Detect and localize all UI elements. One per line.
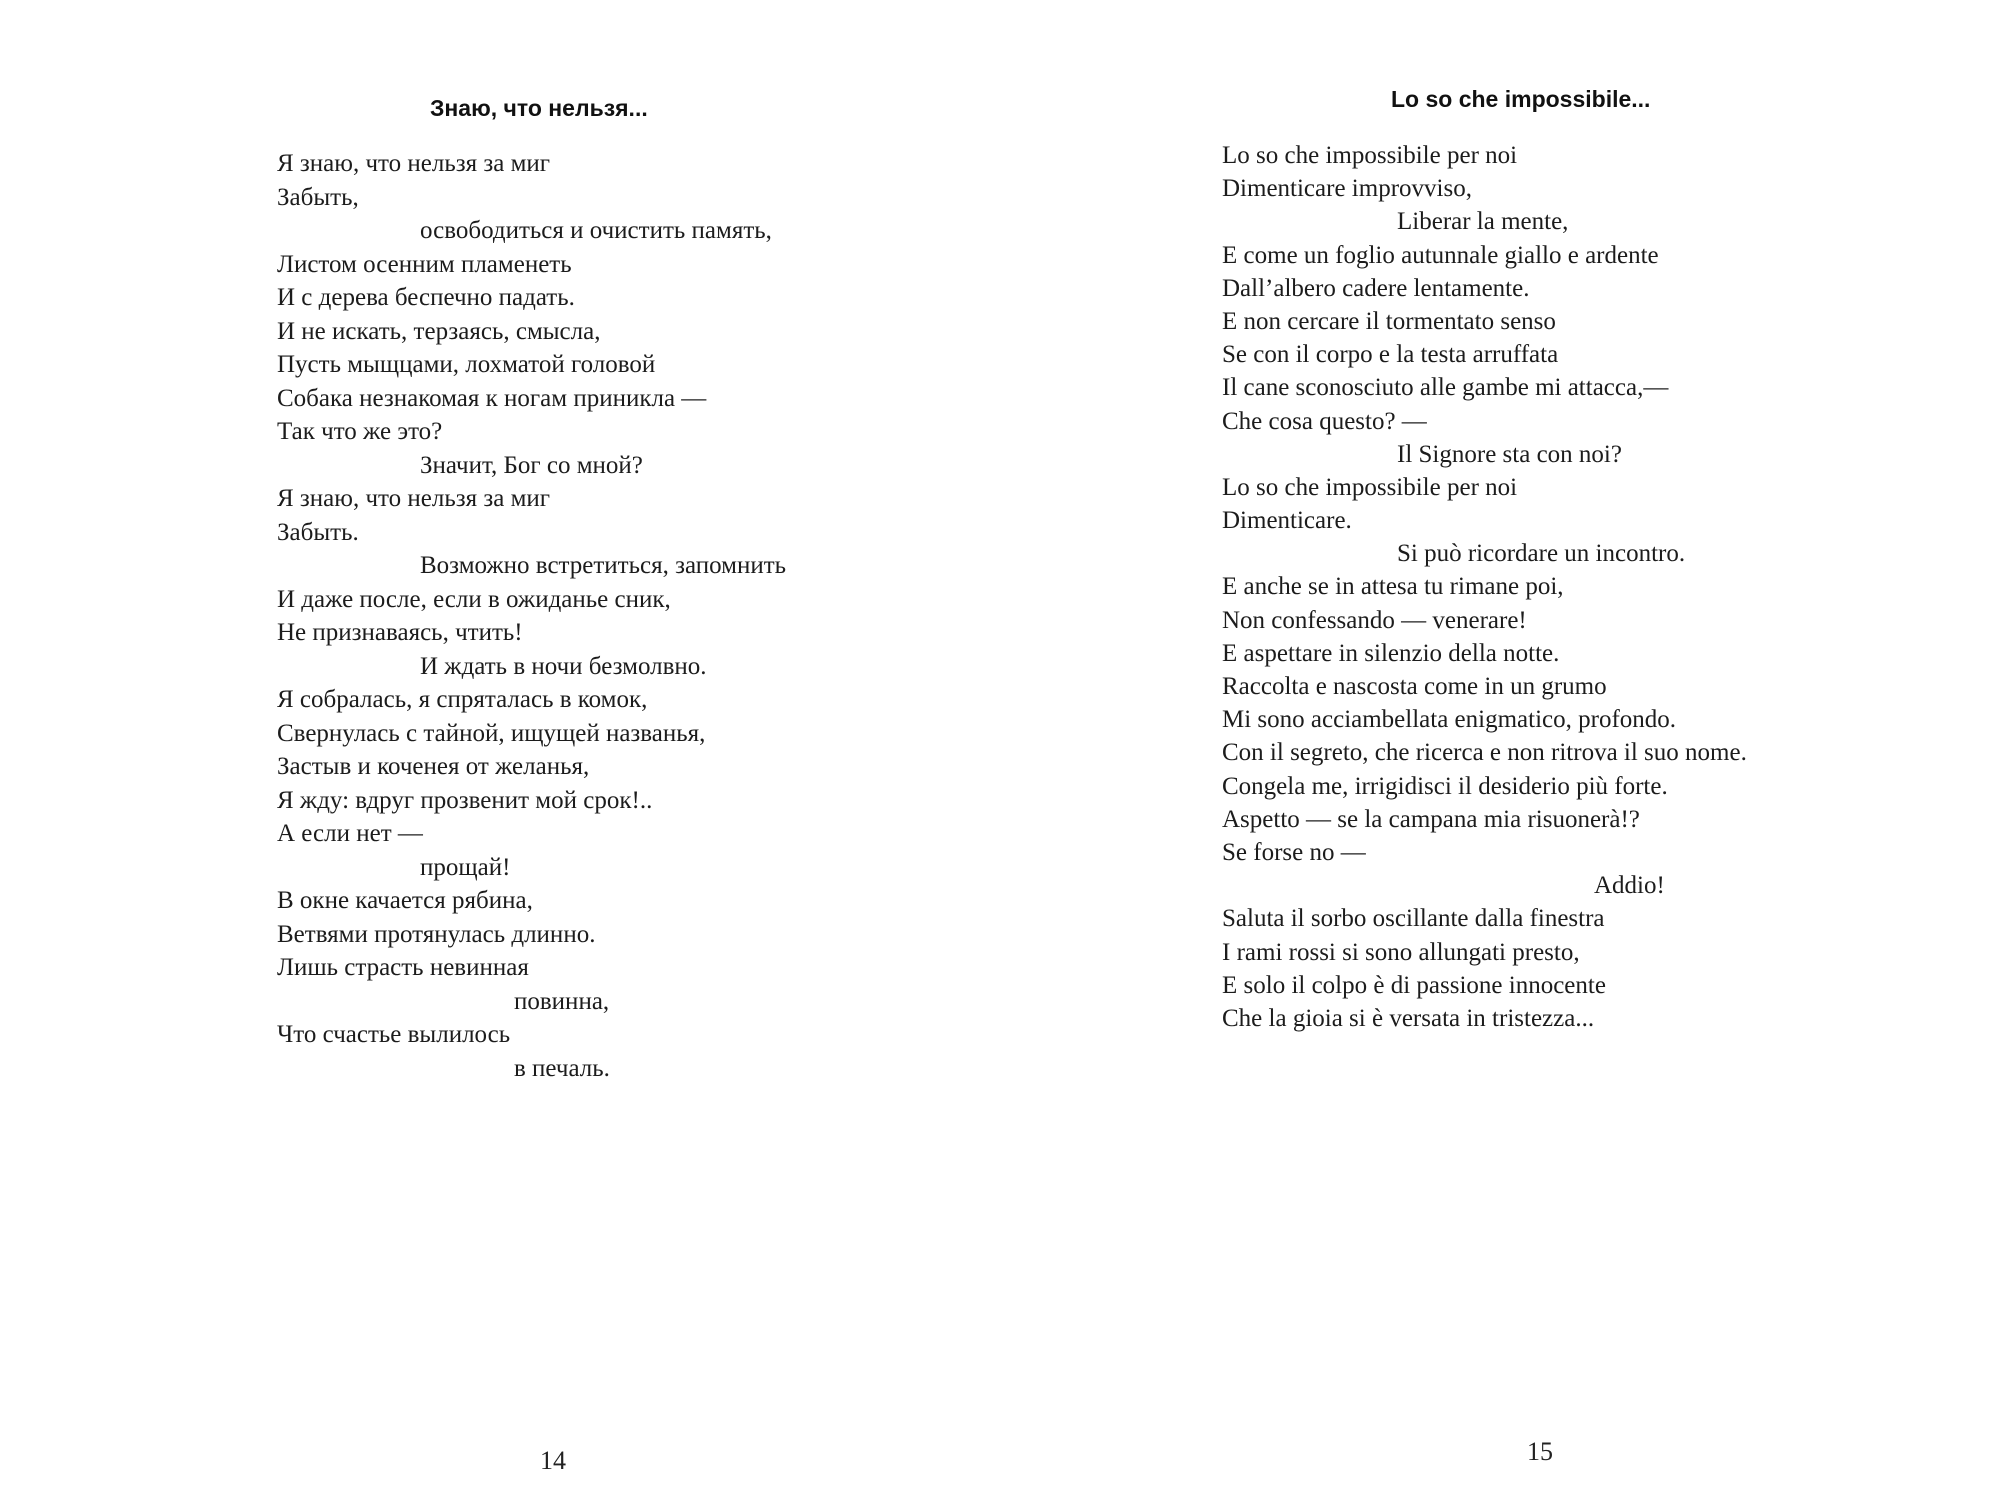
poem-line: Я знаю, что нельзя за миг bbox=[277, 485, 551, 512]
poem-line: Che la gioia si è versata in tristezza... bbox=[1222, 1004, 1595, 1032]
poem-line: Что счастье вылилось bbox=[277, 1021, 511, 1048]
poem-line: В окне качается рябина, bbox=[277, 887, 533, 914]
poem-line: И даже после, если в ожиданье сник, bbox=[277, 585, 671, 613]
poem-line: E non cercare il tormentato senso bbox=[1222, 307, 1556, 335]
poem-line: И с дерева беспечно падать. bbox=[277, 284, 575, 311]
poem-line: Liberar la mente, bbox=[1397, 208, 1569, 236]
poem-line: E anche se in attesa tu rimane poi, bbox=[1222, 573, 1564, 601]
poem-line: Dall’albero cadere lentamente. bbox=[1222, 274, 1530, 302]
poem-line: E aspettare in silenzio della notte. bbox=[1222, 639, 1560, 667]
poem-title-russian: Знаю, что нельзя... bbox=[430, 95, 648, 121]
poem-line: Il cane sconosciuto alle gambe mi attacca,— bbox=[1222, 374, 1669, 402]
poem-line: Ветвями протянулась длинно. bbox=[277, 920, 596, 948]
poem-line: Я знаю, что нельзя за миг bbox=[277, 150, 551, 177]
poem-line: в печаль. bbox=[514, 1054, 610, 1082]
poem-line: Addio! bbox=[1594, 872, 1665, 900]
poem-line: Lo so che impossibile per noi bbox=[1222, 142, 1518, 169]
poem-line: I rami rossi si sono allungati presto, bbox=[1222, 938, 1580, 966]
page-number-left: 14 bbox=[540, 1446, 566, 1475]
poem-line: Не признаваясь, чтить! bbox=[277, 619, 523, 646]
poem-line: Я жду: вдруг прозвенит мой срок!.. bbox=[277, 786, 653, 814]
page-number-right: 15 bbox=[1527, 1437, 1553, 1466]
poem-line: E come un foglio autunnale giallo e ardente bbox=[1222, 241, 1659, 269]
poem-line: Non confessando — venerare! bbox=[1222, 606, 1527, 634]
poem-line: Dimenticare improvviso, bbox=[1222, 175, 1472, 203]
poem-line: А если нет — bbox=[277, 820, 423, 847]
poem-line: прощай! bbox=[420, 853, 511, 881]
right-page bbox=[1000, 0, 2000, 1505]
poem-line: Si può ricordare un incontro. bbox=[1397, 540, 1686, 568]
poem-title-italian: Lo so che impossibile... bbox=[1391, 86, 1651, 112]
poem-line: Листом осенним пламенеть bbox=[277, 250, 572, 278]
poem-line: И ждать в ночи безмолвно. bbox=[420, 652, 707, 680]
poem-line: Значит, Бог со мной? bbox=[420, 451, 643, 479]
poem-line: Собака незнакомая к ногам приникла — bbox=[277, 384, 707, 412]
poem-line: E solo il colpo è di passione innocente bbox=[1222, 971, 1606, 999]
poem-line: Забыть. bbox=[277, 518, 359, 546]
poem-line: Лишь страсть невинная bbox=[277, 954, 529, 981]
poem-line: Se con il corpo e la testa arruffata bbox=[1222, 341, 1559, 369]
poem-line: Aspetto — se la campana mia risuonerà!? bbox=[1222, 805, 1640, 833]
poem-line: Так что же это? bbox=[277, 418, 443, 445]
poem-line: Raccolta e nascosta come in un grumo bbox=[1222, 673, 1607, 700]
poem-line: Se forse no — bbox=[1222, 838, 1366, 866]
poem-line: Che cosa questo? — bbox=[1222, 407, 1427, 435]
poem-line: Я собралась, я спряталась в комок, bbox=[277, 686, 648, 713]
poem-line: Dimenticare. bbox=[1222, 507, 1352, 535]
poem-line: Mi sono acciambellata enigmatico, profondo. bbox=[1222, 706, 1677, 734]
poem-line: Застыв и коченея от желанья, bbox=[277, 753, 590, 780]
poem-line: Con il segreto, che ricerca e non ritrova il suo nome. bbox=[1222, 739, 1747, 767]
poem-line: Lo so che impossibile per noi bbox=[1222, 473, 1518, 501]
poem-line: Il Signore sta con noi? bbox=[1397, 440, 1622, 468]
poem-line: Congela me, irrigidisci il desiderio più forte. bbox=[1222, 772, 1668, 800]
poem-line: Пусть мыщцами, лохматой головой bbox=[277, 351, 656, 378]
poem-line: повинна, bbox=[514, 987, 610, 1015]
poem-line: Забыть, bbox=[277, 183, 359, 211]
poem-body-italian bbox=[1222, 139, 1747, 1035]
poem-line: Свернулась с тайной, ищущей названья, bbox=[277, 719, 706, 747]
poem-line: Saluta il sorbo oscillante dalla finestra bbox=[1222, 905, 1605, 933]
poem-body-russian bbox=[277, 147, 786, 1085]
poem-line: освободиться и очистить память, bbox=[420, 217, 772, 244]
poem-line: И не искать, терзаясь, смысла, bbox=[277, 317, 601, 345]
poem-line: Возможно встретиться, запомнить bbox=[420, 552, 787, 579]
